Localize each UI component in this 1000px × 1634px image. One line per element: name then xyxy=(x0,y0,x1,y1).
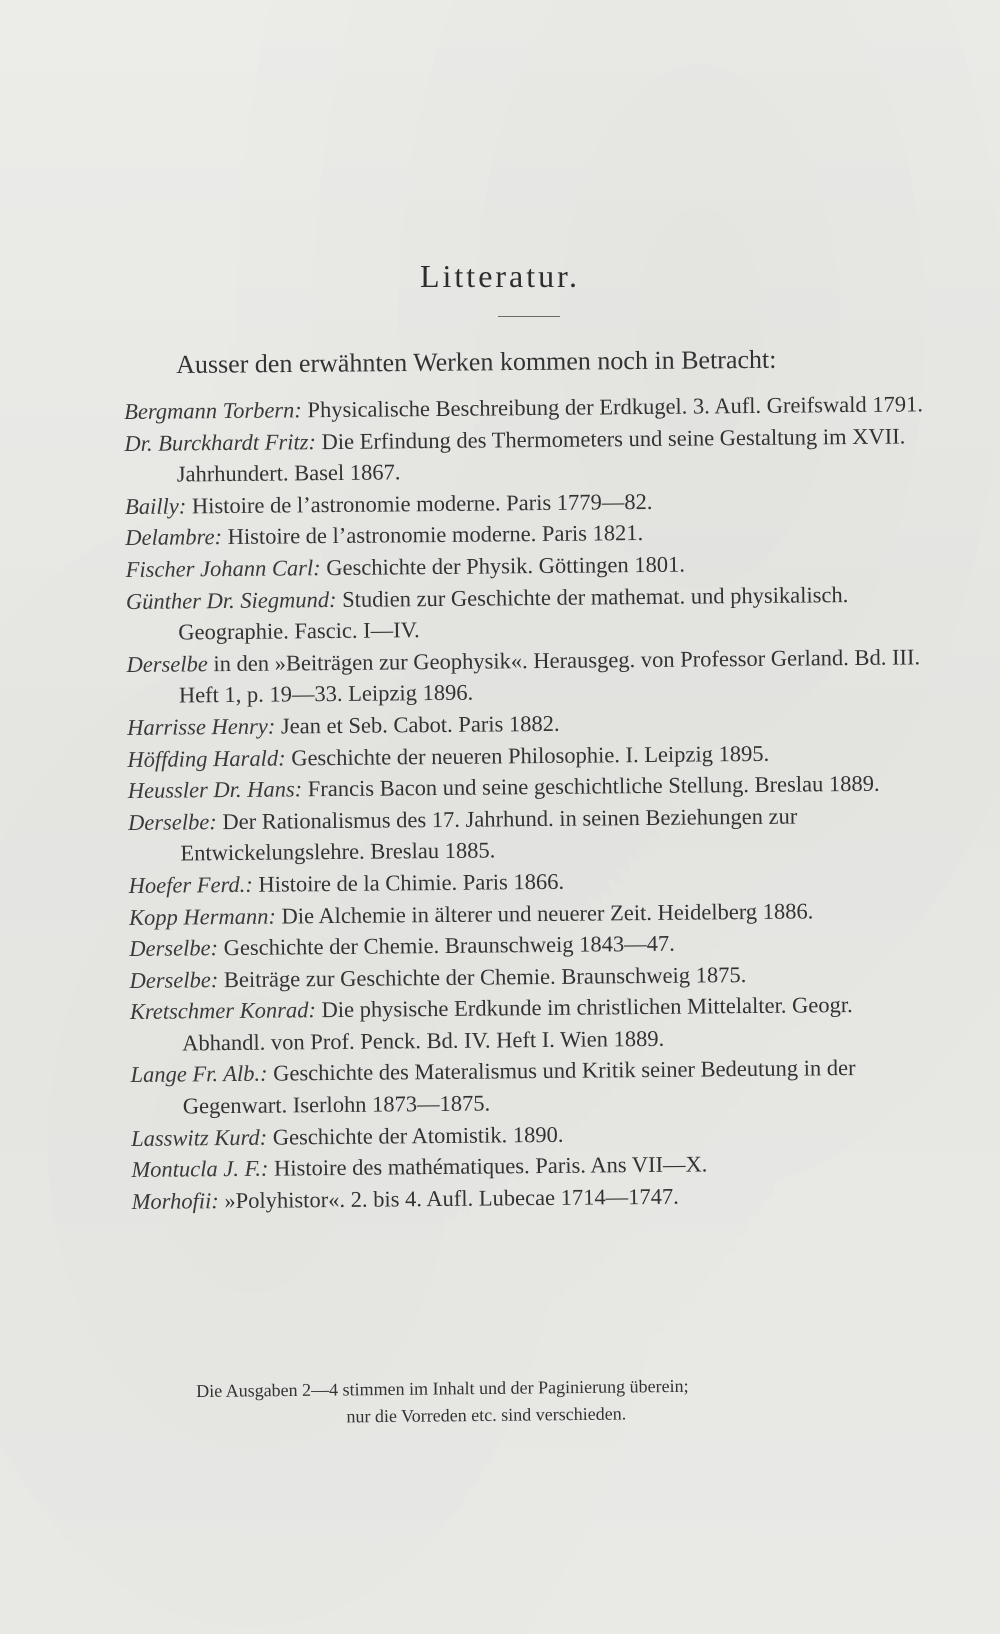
entry-author: Höffding Harald: xyxy=(127,744,286,772)
entry-text: Die Erfindung des Thermometers und seine Gestaltung im XVII. Jahrhundert. Basel 1867. xyxy=(176,423,906,487)
entry-author: Derselbe xyxy=(126,650,208,677)
entry-author: Bailly: xyxy=(124,493,187,519)
entry-text: Geschichte der neueren Philosophie. I. Leipzig 1895. xyxy=(285,740,770,770)
entry-text: Histoire des mathématiques. Paris. Ans VII—X. xyxy=(268,1151,708,1181)
footnote-line-2: nur die Vorreden etc. sind verschieden. xyxy=(346,1403,627,1427)
entry-text: Histoire de la Chimie. Paris 1866. xyxy=(252,868,565,897)
entry-author: Hoefer Ferd.: xyxy=(128,871,253,898)
entry-author: Derselbe: xyxy=(129,935,219,962)
bibliography-entry xyxy=(132,1178,942,1217)
entry-text: in den »Beiträgen zur Geophysik«. Herausgeg. von Professor Gerland. Bd. III. Heft 1, p. 19—33. Leipzig 1896. xyxy=(178,644,921,708)
entry-author: Lange Fr. Alb.: xyxy=(130,1061,268,1088)
bibliography-list xyxy=(124,388,942,1217)
bibliography-entry xyxy=(130,988,941,1059)
entry-author: Morhofii: xyxy=(131,1187,219,1214)
footnote xyxy=(196,1370,927,1432)
entry-author: Delambre: xyxy=(125,524,223,551)
entry-text: Studien zur Geschichte der mathemat. und physikalisch. Geographie. Fascic. I—IV. xyxy=(178,581,849,645)
entry-text: Francis Bacon und seine geschichtliche Stellung. Breslau 1889. xyxy=(302,770,880,802)
entry-author: Günther Dr. Siegmund: xyxy=(125,586,337,614)
entry-text: Der Rationalismus des 17. Jahrhund. in seinen Beziehungen zur Entwickelungslehre. Breslau 1885. xyxy=(180,803,798,866)
intro-line: Ausser den erwähnten Werken kommen noch in Betracht: xyxy=(176,344,777,379)
entry-text: Geschichte des Materalismus und Kritik seiner Bedeutung in der Gegenwart. Iserlohn 1873—1875. xyxy=(182,1055,856,1119)
entry-text: Jean et Seb. Cabot. Paris 1882. xyxy=(275,710,560,739)
entry-text: Histoire de l’astronomie moderne. Paris 1779—82. xyxy=(186,488,653,519)
entry-author: Fischer Johann Carl: xyxy=(125,555,321,582)
footnote-line-1: Die Ausgaben 2—4 stimmen im Inhalt und der Paginierung überein; xyxy=(196,1375,689,1401)
entry-author: Montucla J. F.: xyxy=(131,1155,269,1183)
entry-author: Dr. Burckhardt Fritz: xyxy=(124,428,317,456)
bibliography-entry xyxy=(130,1052,941,1123)
entry-text: Die physische Erdkunde im christlichen Mittelalter. Geogr. Abhandl. von Prof. Penck. Bd. IV. Heft I. Wien 1889. xyxy=(182,992,853,1056)
entry-text: Geschichte der Physik. Göttingen 1801. xyxy=(320,551,686,581)
entry-text: Beiträge zur Geschichte der Chemie. Braunschweig 1875. xyxy=(218,961,747,992)
page-title: Litteratur. xyxy=(419,258,581,294)
entry-author: Kretschmer Konrad: xyxy=(129,997,317,1025)
entry-text: Geschichte der Atomistik. 1890. xyxy=(267,1121,564,1150)
entry-author: Lasswitz Kurd: xyxy=(131,1124,268,1151)
bibliography-entry xyxy=(126,641,937,712)
entry-author: Derselbe: xyxy=(129,966,219,993)
entry-text: Die Alchemie in älterer und neuerer Zeit. Heidelberg 1886. xyxy=(275,897,814,929)
entry-author: Heussler Dr. Hans: xyxy=(127,776,303,804)
entry-author: Derselbe: xyxy=(127,808,217,835)
entry-author: Kopp Hermann: xyxy=(128,903,276,930)
entry-text: »Polyhistor«. 2. bis 4. Aufl. Lubecae 1714—1747. xyxy=(218,1183,679,1213)
bibliography-entry xyxy=(124,420,935,491)
bibliography-entry xyxy=(128,799,939,870)
entry-text: Physicalische Beschreibung der Erdkugel. 3. Aufl. Greifswald 1791. xyxy=(301,391,924,423)
bibliography-entry xyxy=(126,578,937,649)
entry-text: Histoire de l’astronomie moderne. Paris 1821. xyxy=(221,520,644,550)
entry-author: Bergmann Torbern: xyxy=(124,397,302,424)
title-divider xyxy=(498,316,560,317)
entry-author: Harrisse Henry: xyxy=(127,713,276,740)
entry-text: Geschichte der Chemie. Braunschweig 1843—47. xyxy=(217,930,675,961)
